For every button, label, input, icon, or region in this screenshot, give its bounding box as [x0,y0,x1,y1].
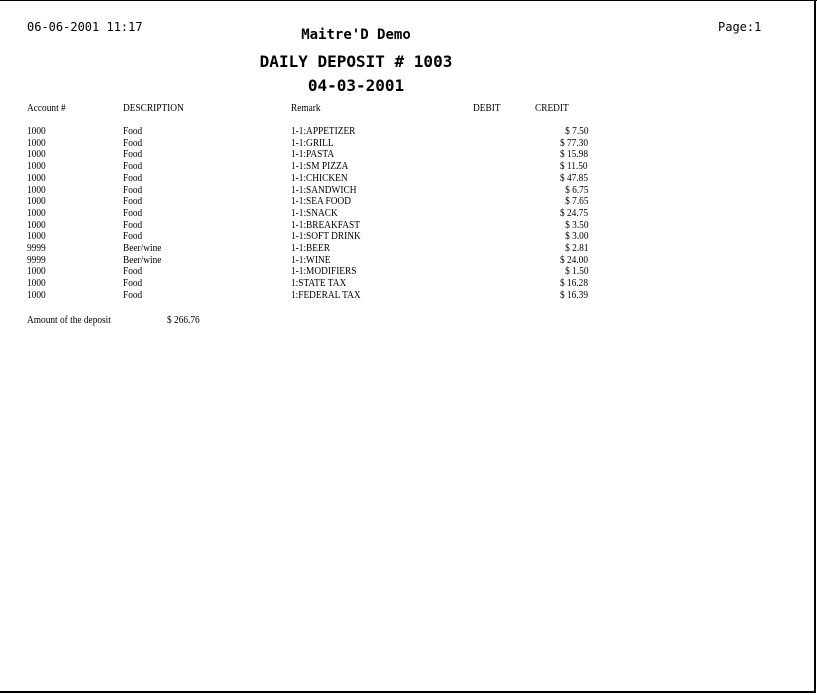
description-cell: Beer/wine [123,242,162,254]
credit-cell: $ 24.75 [559,206,588,219]
account-cell: 1000 [27,171,46,184]
credit-cell: $ 2.81 [564,242,588,254]
column-header-account: Account # [27,102,66,114]
total-label: Amount of the deposit [27,314,111,326]
account-cell: 1000 [27,183,46,196]
total-value: $ 266.76 [167,314,200,326]
column-header-remark: Remark [291,102,321,114]
remark-cell: 1:FEDERAL TAX [291,288,361,301]
description-cell: Beer/wine [123,253,162,266]
remark-cell: 1-1:SANDWICH [291,183,357,196]
credit-cell: $ 3.50 [564,218,588,231]
remark-cell: 1-1:PASTA [291,148,335,161]
description-cell: Food [123,206,143,219]
description-cell: Food [123,171,143,184]
account-cell: 1000 [27,288,46,301]
remark-cell: 1-1:SNACK [291,206,338,219]
description-cell: Food [123,230,143,243]
description-cell: Food [123,265,143,278]
remark-cell: 1:STATE TAX [291,277,347,290]
remark-cell: 1-1:SM PIZZA [291,160,349,173]
credit-cell: $ 77.30 [559,136,588,149]
account-cell: 1000 [27,160,46,173]
account-cell: 1000 [27,195,46,208]
credit-cell: $ 7.50 [564,125,588,137]
credit-cell: $ 24.00 [559,253,588,266]
description-cell: Food [123,125,143,137]
report-date: 04-03-2001 [307,76,405,95]
column-header-description: DESCRIPTION [123,102,184,114]
remark-cell: 1-1:APPETIZER [291,125,356,137]
credit-cell: $ 47.85 [559,171,588,184]
remark-cell: 1-1:BREAKFAST [291,218,360,231]
account-cell: 9999 [27,253,46,266]
description-cell: Food [123,218,143,231]
credit-cell: $ 7.65 [564,195,588,208]
remark-cell: 1-1:GRILL [291,136,334,149]
account-cell: 1000 [27,206,46,219]
description-cell: Food [123,195,143,208]
column-header-debit: DEBIT [473,102,501,114]
company-name: Maitre'D Demo [301,27,411,43]
credit-cell: $ 16.39 [559,288,588,301]
remark-cell: 1-1:CHICKEN [291,171,348,184]
account-cell: 9999 [27,242,46,254]
column-header-credit: CREDIT [535,102,569,114]
page-border-top [0,0,817,1]
remark-cell: 1-1:MODIFIERS [291,265,357,278]
remark-cell: 1-1:BEER [291,242,330,254]
page-border-bottom [0,691,816,693]
account-cell: 1000 [27,277,46,290]
credit-cell: $ 16.28 [559,277,588,290]
remark-cell: 1-1:SOFT DRINK [291,230,361,243]
report-title: DAILY DEPOSIT # 1003 [259,52,453,71]
account-cell: 1000 [27,218,46,231]
description-cell: Food [123,288,143,301]
credit-cell: $ 6.75 [564,183,588,196]
account-cell: 1000 [27,230,46,243]
description-cell: Food [123,136,143,149]
page-number: Page:1 [718,20,762,34]
account-cell: 1000 [27,265,46,278]
description-cell: Food [123,160,143,173]
table-row [0,290,817,302]
account-cell: 1000 [27,148,46,161]
print-timestamp: 06-06-2001 11:17 [27,20,143,34]
credit-cell: $ 1.50 [564,265,588,278]
credit-cell: $ 15.98 [559,148,588,161]
description-cell: Food [123,148,143,161]
credit-cell: $ 3.00 [564,230,588,243]
account-cell: 1000 [27,136,46,149]
remark-cell: 1-1:WINE [291,253,331,266]
page-border-right [814,0,816,693]
description-cell: Food [123,183,143,196]
credit-cell: $ 11.50 [560,160,588,173]
remark-cell: 1-1:SEA FOOD [291,195,352,208]
description-cell: Food [123,277,143,290]
account-cell: 1000 [27,125,46,137]
